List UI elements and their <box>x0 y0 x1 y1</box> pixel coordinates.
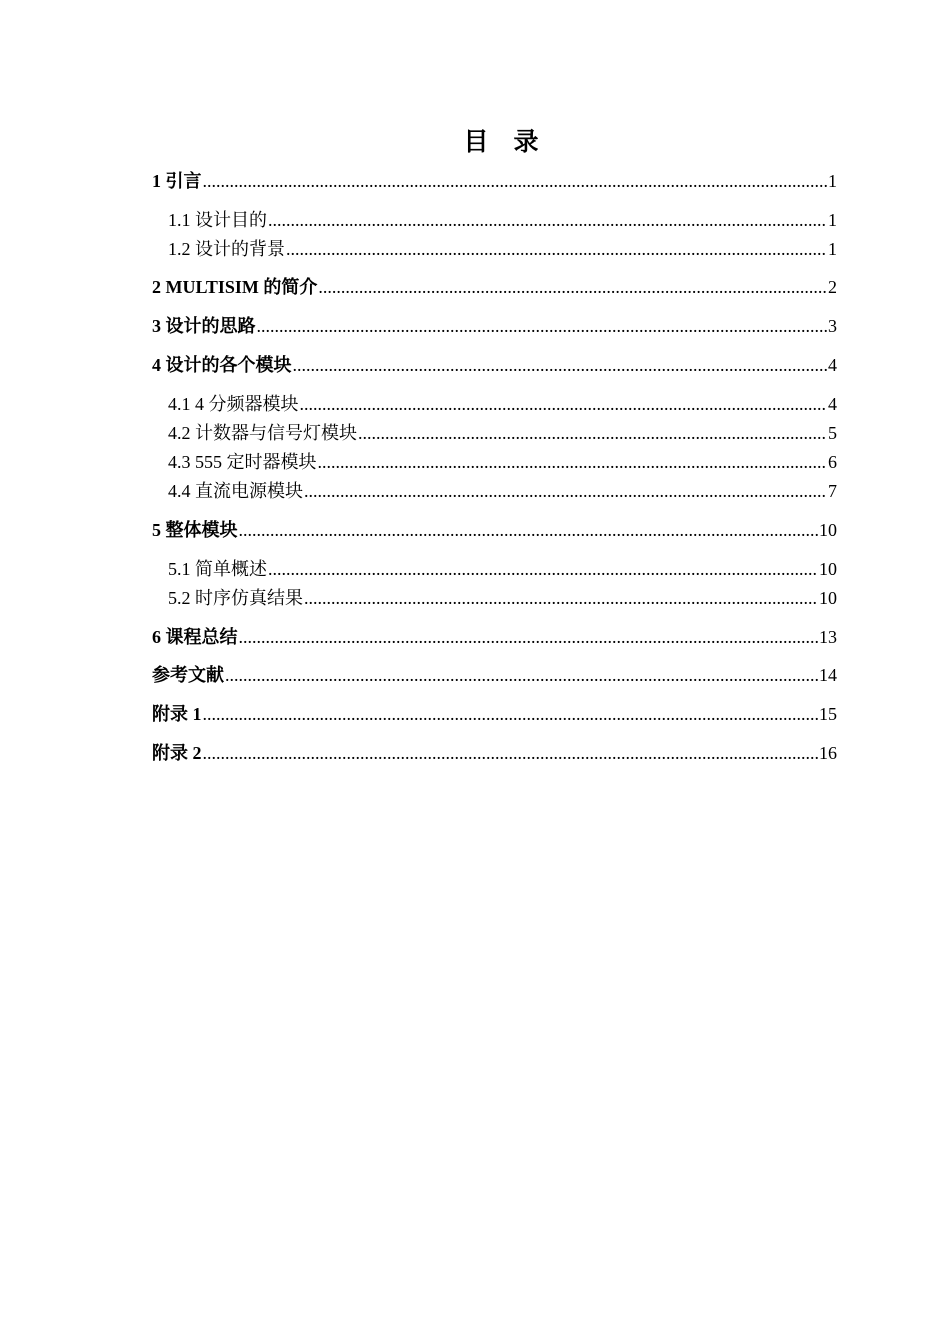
toc-entry-label: 4.3 555 定时器模块 <box>168 452 317 472</box>
toc-entry[interactable] <box>152 626 837 648</box>
toc-entry-label: 附录 1 <box>152 704 202 724</box>
toc-leader-dots <box>304 587 818 609</box>
toc-leader-dots <box>239 626 819 648</box>
toc-entry[interactable] <box>168 209 837 231</box>
toc-leader-dots <box>203 170 828 192</box>
toc-entry[interactable] <box>152 354 837 376</box>
toc-entry-page: 14 <box>819 665 837 685</box>
toc-entry-label: 4.4 直流电源模块 <box>168 481 303 501</box>
toc-leader-dots <box>268 558 818 580</box>
toc-entry-page: 6 <box>828 452 837 472</box>
toc-entry-label: 3 设计的思路 <box>152 316 256 336</box>
toc-leader-dots <box>300 393 828 415</box>
toc-entry-label: 4 设计的各个模块 <box>152 355 292 375</box>
toc-entry-page: 3 <box>828 316 837 336</box>
toc-entry-page: 15 <box>819 704 837 724</box>
toc-entry-label: 4.1 4 分频器模块 <box>168 394 299 414</box>
toc-leader-dots <box>358 422 827 444</box>
toc-entry-page: 1 <box>828 210 837 230</box>
toc-leader-dots <box>203 703 819 725</box>
toc-entry-label: 4.2 计数器与信号灯模块 <box>168 423 357 443</box>
toc-entry-page: 10 <box>819 520 837 540</box>
toc-entry-page: 7 <box>828 481 837 501</box>
toc-entry[interactable] <box>152 519 837 541</box>
toc-leader-dots <box>268 209 827 231</box>
toc-entry[interactable] <box>152 315 837 337</box>
toc-entry-label: 5.2 时序仿真结果 <box>168 588 303 608</box>
toc-entry[interactable] <box>152 664 837 686</box>
toc-entry[interactable] <box>152 742 837 764</box>
toc-entry-label: 参考文献 <box>152 665 224 685</box>
toc-entry[interactable] <box>168 587 837 609</box>
toc-entry-page: 16 <box>819 743 837 763</box>
toc-entry[interactable] <box>152 703 837 725</box>
toc-leader-dots <box>304 480 827 502</box>
toc-entry[interactable] <box>168 558 837 580</box>
toc-entry-label: 附录 2 <box>152 743 202 763</box>
toc-entry[interactable] <box>168 238 837 260</box>
toc-entry-page: 10 <box>819 588 837 608</box>
toc-entry-page: 1 <box>828 171 837 191</box>
toc-entry-label: 5.1 简单概述 <box>168 559 267 579</box>
toc-leader-dots <box>225 664 818 686</box>
toc-entry-label: 6 课程总结 <box>152 627 238 647</box>
toc-entry-page: 5 <box>828 423 837 443</box>
toc-entry[interactable] <box>168 451 837 473</box>
toc-entry[interactable] <box>168 480 837 502</box>
toc-leader-dots <box>203 742 819 764</box>
toc-entry[interactable] <box>152 276 837 298</box>
toc-leader-dots <box>318 451 828 473</box>
toc-entry[interactable] <box>168 393 837 415</box>
toc-leader-dots <box>293 354 828 376</box>
toc-entry-page: 1 <box>828 239 837 259</box>
toc-leader-dots <box>286 238 827 260</box>
toc-entry-page: 4 <box>828 355 837 375</box>
toc-entry-page: 10 <box>819 559 837 579</box>
toc-entry[interactable] <box>152 170 837 192</box>
toc-entry-page: 4 <box>828 394 837 414</box>
toc-entry[interactable] <box>168 422 837 444</box>
toc-entry-label: 5 整体模块 <box>152 520 238 540</box>
toc-entry-label: 1 引言 <box>152 171 202 191</box>
toc-entry-page: 2 <box>828 277 837 297</box>
toc-title: 目 录 <box>463 129 539 156</box>
toc-entry-page: 13 <box>819 627 837 647</box>
toc-leader-dots <box>239 519 819 541</box>
toc-entry-label: 1.2 设计的背景 <box>168 239 285 259</box>
toc-entry-label: 2 MULTISIM 的简介 <box>152 277 318 297</box>
toc-leader-dots <box>318 276 827 298</box>
toc-entry-label: 1.1 设计目的 <box>168 210 267 230</box>
toc-leader-dots <box>257 315 828 337</box>
